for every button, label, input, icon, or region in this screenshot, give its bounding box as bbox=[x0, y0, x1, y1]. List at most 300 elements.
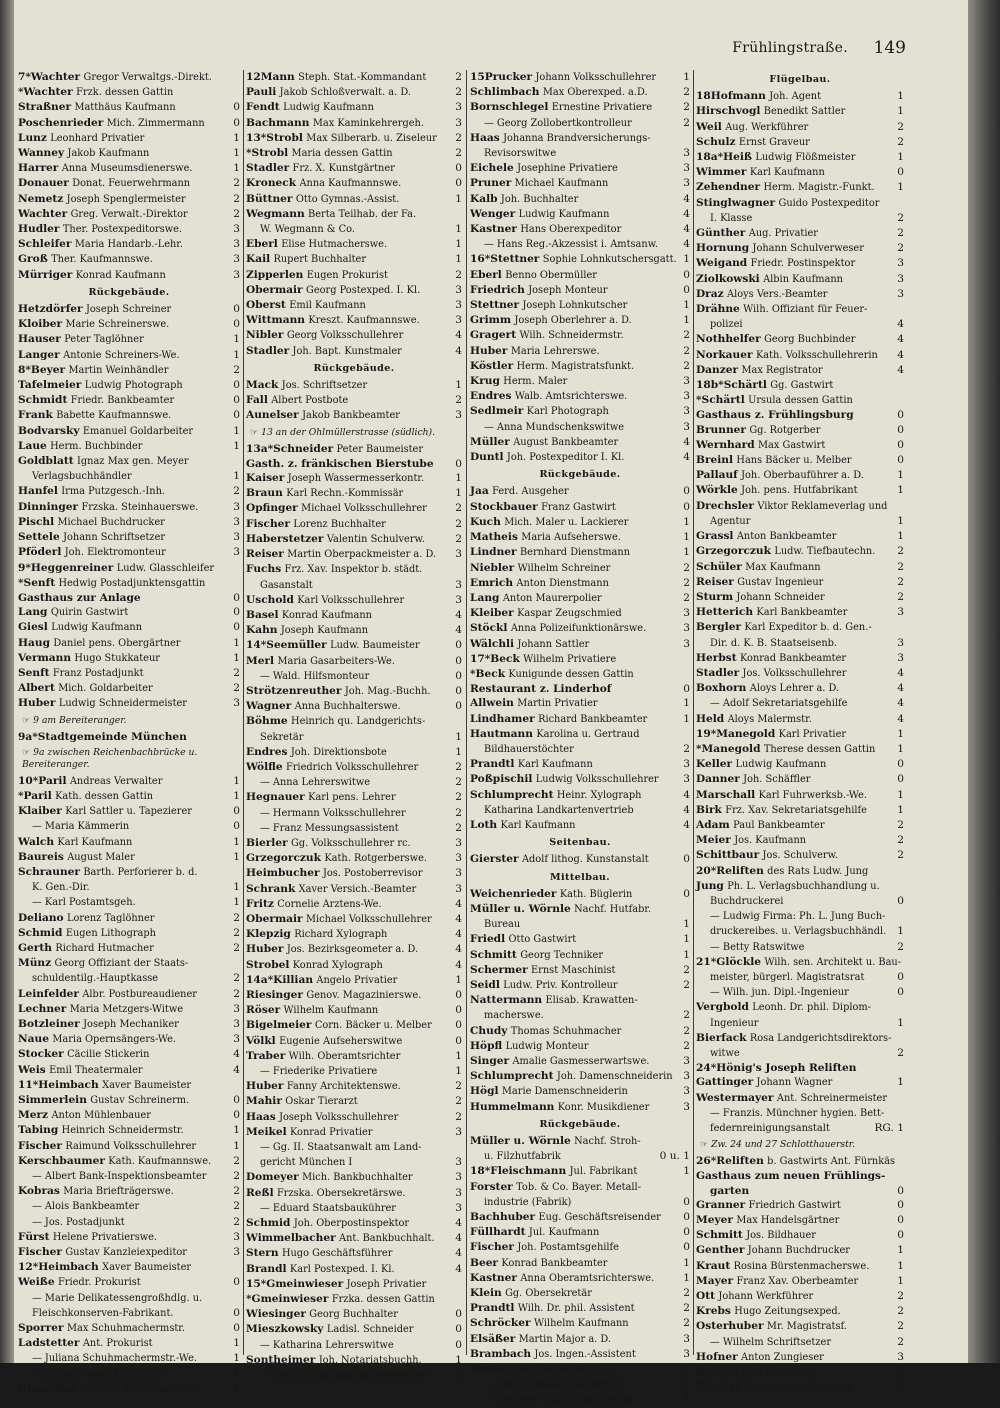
floor-number: 4 bbox=[683, 207, 690, 220]
occupation: u. Filzhutfabrik bbox=[484, 1151, 561, 1163]
occupation: Anna Kaufmannswe. bbox=[299, 178, 402, 190]
floor-number: 1 bbox=[455, 1369, 462, 1382]
surname: Baureis bbox=[18, 850, 64, 863]
occupation: Nachf. Hutfabr. bbox=[574, 903, 652, 915]
floor-number: 3 bbox=[233, 531, 240, 544]
occupation: Cäcilie Stickerin bbox=[67, 1049, 150, 1061]
floor-number: 1 bbox=[897, 803, 904, 816]
occupation: Daniel pens. Obergärtner bbox=[53, 637, 181, 649]
floor-number: 2 bbox=[683, 561, 690, 574]
surname: Grassl bbox=[696, 530, 734, 543]
surname: Wernhard bbox=[696, 438, 755, 451]
resident-entry bbox=[470, 772, 690, 787]
surname: Eichele bbox=[470, 162, 514, 175]
resident-entry bbox=[18, 865, 240, 880]
house-number: 26* bbox=[696, 1155, 717, 1168]
resident-entry bbox=[470, 1286, 690, 1301]
resident-entry bbox=[18, 1123, 240, 1138]
resident-entry bbox=[470, 545, 690, 560]
resident-entry bbox=[470, 222, 690, 237]
surname: Basel bbox=[246, 608, 279, 621]
surname: Günther bbox=[696, 227, 746, 240]
floor-number: 3 bbox=[455, 1201, 462, 1214]
occupation: Jos. Bildhauer bbox=[746, 1230, 816, 1242]
section-heading: Flügelbau. bbox=[769, 74, 831, 85]
occupation: Berta Teilhab. der Fa. bbox=[308, 208, 417, 220]
resident-entry bbox=[470, 1134, 690, 1149]
surname: Langer bbox=[18, 348, 60, 361]
surname: Heimbach bbox=[38, 1261, 99, 1274]
occupation: Georg Buchbinder bbox=[764, 334, 856, 346]
floor-number: 1 bbox=[683, 1165, 690, 1178]
surname: Danzer bbox=[696, 363, 739, 376]
resident-entry bbox=[18, 1063, 240, 1078]
resident-entry bbox=[18, 941, 240, 956]
surname: Gmeinwieser bbox=[266, 1277, 344, 1290]
floor-number: 2 bbox=[683, 1009, 690, 1022]
floor-number: 1 bbox=[455, 238, 462, 251]
resident-entry bbox=[246, 116, 462, 131]
occupation: Ludwig Kaufmann bbox=[51, 622, 143, 634]
floor-number: 1 bbox=[683, 697, 690, 710]
resident-entry bbox=[18, 620, 240, 635]
house-number: 13a* bbox=[246, 442, 274, 455]
surname: Dinninger bbox=[18, 500, 79, 513]
occupation: Herm. Magistratsfunkt. bbox=[516, 360, 635, 372]
occupation: — Franzis. Münchner hygien. Bett- bbox=[710, 1107, 885, 1119]
occupation: Hieronymus Kutscher bbox=[743, 1382, 852, 1394]
surname: Krug bbox=[470, 375, 500, 388]
surname: Hetzdörfer bbox=[18, 303, 83, 316]
floor-number: 3 bbox=[683, 375, 690, 388]
occupation: Sophie Lohnkutschersgatt. bbox=[542, 254, 677, 266]
floor-number: 2 bbox=[683, 359, 690, 372]
occupation: Karl Kaufmann bbox=[57, 836, 133, 848]
surname: Gierster bbox=[470, 853, 519, 866]
resident-entry bbox=[696, 651, 904, 666]
occupation: Anna Oberamtsrichterswe. bbox=[520, 1272, 655, 1284]
floor-number: 2 bbox=[455, 806, 462, 819]
occupation: Babette Kaufmannswe. bbox=[56, 410, 172, 422]
floor-number: 2 bbox=[683, 116, 690, 129]
resident-entry bbox=[246, 973, 462, 988]
floor-number: 1 bbox=[233, 774, 240, 787]
surname: Schlumprecht bbox=[470, 1070, 554, 1083]
occupation: Konrad Bankbeamter bbox=[501, 1257, 608, 1269]
resident-entry bbox=[470, 1240, 690, 1255]
resident-entry bbox=[18, 116, 240, 131]
resident-entry bbox=[246, 100, 462, 115]
floor-number: 1 bbox=[683, 546, 690, 559]
resident-entry bbox=[18, 545, 240, 560]
occupation: Maria Opernsängers-We. bbox=[52, 1034, 177, 1046]
floor-number: 2 bbox=[897, 849, 904, 862]
house-number: 19* bbox=[696, 727, 717, 740]
surname: Stadler bbox=[246, 344, 290, 357]
occupation: Lorenz Taglöhner bbox=[66, 912, 155, 924]
resident-entry bbox=[18, 100, 240, 115]
directory-column-1 bbox=[18, 70, 240, 1395]
resident-entry bbox=[696, 180, 904, 195]
surname: Duntl bbox=[470, 451, 504, 464]
occupation: — Hans Reg.-Akzessist i. Amtsanw. bbox=[484, 239, 659, 251]
occupation: Hugo Zeitungsexped. bbox=[734, 1306, 841, 1318]
resident-entry bbox=[470, 161, 690, 176]
occupation: Franz Postadjunkt bbox=[52, 667, 144, 679]
occupation: Sekretär bbox=[260, 731, 304, 743]
floor-number: 1 bbox=[683, 531, 690, 544]
directory-page bbox=[14, 0, 968, 1406]
surname: Genther bbox=[696, 1244, 745, 1257]
resident-entry bbox=[696, 196, 904, 211]
resident-entry bbox=[696, 970, 904, 985]
floor-number: 2 bbox=[233, 1215, 240, 1228]
house-number: 12 bbox=[246, 71, 261, 83]
resident-entry bbox=[18, 454, 240, 469]
surname: Haug bbox=[18, 636, 50, 649]
occupation: K. Gen.-Dir. bbox=[32, 882, 90, 894]
floor-number: 0 bbox=[455, 1004, 462, 1017]
occupation: Joh. Agent bbox=[769, 91, 822, 103]
floor-number: 2 bbox=[683, 1039, 690, 1052]
surname: Prandtl bbox=[470, 758, 515, 771]
surname: Schröcker bbox=[470, 1317, 531, 1330]
resident-entry bbox=[696, 894, 904, 909]
pointing-hand-icon: ☞ bbox=[250, 426, 262, 438]
resident-entry bbox=[470, 576, 690, 591]
occupation: Bureau bbox=[484, 919, 521, 931]
floor-number: 1 bbox=[455, 223, 462, 236]
surname: Lindhamer bbox=[470, 712, 535, 725]
surname: Huber bbox=[246, 1080, 284, 1093]
floor-number: 0 bbox=[897, 773, 904, 786]
occupation: macherswe. bbox=[484, 1010, 544, 1022]
occupation: Anna Polizeifunktionärswe. bbox=[510, 623, 647, 635]
resident-entry bbox=[18, 1306, 240, 1321]
occupation: Marie Schreinerswe. bbox=[65, 319, 170, 331]
resident-entry bbox=[696, 620, 904, 635]
surname: Weichenrieder bbox=[470, 887, 557, 900]
occupation: Emil Dr. phil. Chemiker bbox=[79, 1383, 197, 1395]
resident-entry bbox=[246, 1125, 462, 1140]
resident-entry bbox=[470, 328, 690, 343]
resident-entry bbox=[18, 1093, 240, 1108]
house-number: 9a* bbox=[18, 730, 38, 743]
resident-entry bbox=[696, 818, 904, 833]
floor-number: 1 bbox=[233, 636, 240, 649]
resident-entry bbox=[18, 804, 240, 819]
occupation: Anton Maurerpolier bbox=[502, 592, 602, 604]
surname: Weiße bbox=[18, 1276, 55, 1289]
occupation: Karl pens. Lehrer bbox=[308, 792, 396, 804]
surname: Emrich bbox=[470, 576, 514, 589]
house-number: 9* bbox=[18, 561, 31, 574]
resident-entry bbox=[246, 378, 462, 393]
occupation: Jos. Schulverw. bbox=[762, 850, 838, 862]
surname: Kobras bbox=[18, 1185, 60, 1198]
surname: Sedlmeir bbox=[470, 405, 524, 418]
occupation: Joh. Bapt. Kunstmaler bbox=[292, 345, 402, 357]
occupation: Emil Theatermaler bbox=[49, 1064, 143, 1076]
surname: Münz bbox=[18, 957, 52, 970]
surname: Stinglwagner bbox=[696, 196, 776, 209]
occupation: Konrad Xylograph bbox=[292, 959, 383, 971]
floor-number: 2 bbox=[897, 242, 904, 255]
resident-entry bbox=[470, 621, 690, 636]
surname: Schleifer bbox=[18, 238, 72, 251]
floor-number: 0 bbox=[233, 805, 240, 818]
surname: Manegold bbox=[701, 742, 761, 755]
occupation: — Betty Ratswitwe bbox=[710, 941, 805, 953]
surname: Simmerlein bbox=[18, 1094, 87, 1106]
floor-number: 0 bbox=[455, 1034, 462, 1047]
resident-entry bbox=[470, 696, 690, 711]
occupation: Gg. Gastwirt bbox=[770, 380, 834, 392]
surname: Krebs bbox=[696, 1305, 731, 1318]
surname: Draz bbox=[696, 287, 724, 300]
occupation: Michael Kaufmann bbox=[514, 178, 609, 190]
occupation: Maria Lehrerswe. bbox=[510, 345, 600, 357]
occupation: Aug. Werkführer bbox=[725, 121, 809, 133]
floor-number: 0 bbox=[897, 970, 904, 983]
surname: Meikel bbox=[246, 1125, 287, 1138]
floor-number: 2 bbox=[455, 791, 462, 804]
surname: Senft bbox=[18, 666, 50, 679]
surname: Hönig's Joseph Reliften bbox=[716, 1062, 857, 1075]
surname: Fendt bbox=[246, 101, 280, 114]
occupation: Kath. Volksschullehrerin bbox=[755, 349, 878, 361]
occupation: Leonh. Dr. phil. Diplom- bbox=[752, 1002, 871, 1014]
resident-entry bbox=[246, 623, 462, 638]
resident-entry bbox=[246, 1292, 462, 1307]
occupation: Quirin Gastwirt bbox=[50, 607, 129, 619]
resident-entry bbox=[18, 1351, 240, 1366]
floor-number: 0 bbox=[683, 853, 690, 866]
occupation: Ernst Graveur bbox=[738, 136, 810, 148]
occupation: Frz. Xav. Sekretariatsgehilfe bbox=[725, 804, 867, 816]
surname: Wimmer bbox=[696, 166, 747, 179]
resident-entry bbox=[470, 818, 690, 833]
resident-entry bbox=[18, 363, 240, 378]
occupation: Friedrich Volksschullehrer bbox=[285, 761, 419, 773]
occupation: Herm. Buchbinder bbox=[50, 440, 143, 452]
surname: Fischer bbox=[18, 1246, 62, 1259]
pointing-hand-icon: ☞ bbox=[700, 1139, 712, 1151]
occupation: Herm. Maler bbox=[503, 376, 568, 388]
resident-entry bbox=[246, 283, 462, 298]
floor-number: 3 bbox=[683, 162, 690, 175]
surname: Wanney bbox=[18, 147, 65, 160]
surname: Mürriger bbox=[18, 268, 73, 281]
column-divider bbox=[466, 70, 467, 1355]
surname: Hornung bbox=[696, 242, 750, 255]
occupation: Ph. L. Verlagsbuchhandlung u. bbox=[727, 880, 880, 892]
floor-number: 0 bbox=[683, 1195, 690, 1208]
occupation: Gustav Ingenieur bbox=[737, 576, 824, 588]
occupation: Ludwig Schneidermeister bbox=[58, 698, 187, 710]
surname: Ziolkowski bbox=[696, 272, 760, 285]
floor-number: 2 bbox=[455, 86, 462, 99]
occupation: Wilhelm Privatiere bbox=[523, 653, 617, 665]
floor-number: 4 bbox=[455, 912, 462, 925]
house-number: 14a* bbox=[246, 973, 274, 986]
resident-entry bbox=[470, 887, 690, 902]
occupation: — Anna Mundschenkswitwe bbox=[484, 421, 625, 433]
resident-entry bbox=[246, 790, 462, 805]
occupation: Konrad Privatier bbox=[289, 1126, 373, 1138]
resident-entry bbox=[18, 439, 240, 454]
resident-entry bbox=[246, 1246, 462, 1261]
occupation: Jos. Schriftsetzer bbox=[281, 380, 368, 392]
occupation: Richard Hutmacher bbox=[55, 942, 154, 954]
resident-entry bbox=[18, 393, 240, 408]
surname: Wenger bbox=[470, 207, 516, 220]
resident-entry bbox=[246, 821, 462, 836]
floor-number: 2 bbox=[897, 590, 904, 603]
resident-entry bbox=[696, 666, 904, 681]
resident-entry bbox=[18, 605, 240, 620]
resident-entry bbox=[470, 712, 690, 727]
occupation: — Adolf Sekretariatsgehilfe bbox=[710, 698, 848, 710]
resident-entry bbox=[470, 116, 690, 131]
floor-number: 3 bbox=[233, 1002, 240, 1015]
surname: Bergler bbox=[696, 621, 742, 634]
resident-entry bbox=[696, 833, 904, 848]
resident-entry bbox=[18, 1321, 240, 1336]
floor-number: 4 bbox=[683, 818, 690, 831]
floor-number: 2 bbox=[455, 1080, 462, 1093]
occupation: Xaver Versich.-Beamter bbox=[298, 883, 417, 895]
resident-entry bbox=[470, 993, 690, 1008]
occupation: Mich. Goldarbeiter bbox=[58, 683, 153, 695]
surname: Pauli bbox=[246, 86, 277, 99]
occupation: — Therese Volksschullehrerin bbox=[484, 1394, 633, 1406]
occupation: Konrad Bankbeamter bbox=[739, 652, 847, 664]
surname: Müller u. Wörnle bbox=[470, 902, 571, 915]
occupation: Valentin Schulverw. bbox=[326, 533, 425, 545]
floor-number: 0 bbox=[455, 1019, 462, 1032]
surname: Goldblatt bbox=[18, 455, 74, 468]
resident-entry bbox=[696, 302, 904, 317]
floor-number: 0 u. 1 bbox=[659, 1150, 690, 1163]
surname: Kroneck bbox=[246, 177, 297, 190]
floor-number: 3 bbox=[233, 515, 240, 528]
occupation: Aug. Privatier bbox=[748, 228, 818, 240]
surname: Fürst bbox=[18, 1230, 50, 1243]
surname: Niebler bbox=[470, 561, 515, 574]
occupation: Aloys Malermstr. bbox=[727, 713, 812, 725]
resident-entry bbox=[18, 252, 240, 267]
surname: Eberl bbox=[246, 238, 278, 251]
occupation: Ferd. Ausgeher bbox=[492, 486, 569, 498]
resident-entry bbox=[470, 283, 690, 298]
occupation: Joseph Mechaniker bbox=[83, 1018, 179, 1030]
occupation: Johann Schriftsetzer bbox=[63, 532, 166, 544]
floor-number: 0 bbox=[233, 1322, 240, 1335]
resident-entry bbox=[246, 176, 462, 191]
resident-entry bbox=[470, 313, 690, 328]
occupation: Johann Schulverweser bbox=[752, 243, 864, 255]
surname: Sturm bbox=[696, 590, 734, 603]
resident-entry bbox=[470, 404, 690, 419]
surname: Beck bbox=[475, 667, 506, 680]
house-number: 11* bbox=[18, 1078, 39, 1091]
floor-number: 3 bbox=[683, 1347, 690, 1360]
floor-number: 4 bbox=[233, 1048, 240, 1061]
floor-number: 4 bbox=[455, 1217, 462, 1230]
surname: Haas bbox=[470, 131, 500, 144]
floor-number: 4 bbox=[897, 348, 904, 361]
resident-entry bbox=[246, 745, 462, 760]
resident-entry bbox=[246, 836, 462, 851]
surname: Walch bbox=[18, 835, 55, 848]
house-number: 18 bbox=[696, 90, 711, 103]
surname: Mann bbox=[260, 71, 295, 83]
floor-number: 2 bbox=[233, 911, 240, 924]
surname: Merz bbox=[18, 1109, 49, 1122]
floor-number: 1 bbox=[897, 788, 904, 801]
floor-number: 3 bbox=[897, 272, 904, 285]
resident-entry bbox=[18, 1108, 240, 1123]
occupation: Max Oberexped. a.D. bbox=[542, 87, 648, 99]
occupation: Franz Gastwirt bbox=[541, 501, 616, 513]
occupation: Genov. Magazinierswe. bbox=[306, 989, 422, 1001]
floor-number: 3 bbox=[455, 548, 462, 561]
resident-entry bbox=[470, 420, 690, 435]
note-text: 9 am Bereiteranger. bbox=[33, 714, 127, 726]
floor-number: 0 bbox=[683, 887, 690, 900]
house-number: * bbox=[18, 576, 24, 589]
floor-number: 3 bbox=[233, 253, 240, 266]
resident-entry bbox=[470, 652, 690, 667]
surname: Kalb bbox=[470, 192, 498, 205]
surname: Haberstetzer bbox=[246, 532, 324, 545]
occupation: Jakob Bankbeamter bbox=[302, 410, 400, 422]
resident-entry bbox=[246, 730, 462, 745]
resident-entry bbox=[470, 1008, 690, 1023]
floor-number: 3 bbox=[683, 177, 690, 190]
floor-number: 0 bbox=[897, 894, 904, 907]
surname: Pallauf bbox=[696, 469, 738, 482]
floor-number: 2 bbox=[233, 987, 240, 1000]
surname: Vergbold bbox=[696, 1001, 749, 1014]
surname: Wegmann bbox=[246, 207, 305, 220]
resident-entry bbox=[470, 484, 690, 499]
surname: Schmid bbox=[18, 926, 63, 939]
floor-number: 0 bbox=[897, 1198, 904, 1211]
resident-entry bbox=[470, 902, 690, 917]
surname: Keller bbox=[696, 758, 733, 771]
occupation: Joh. Postexpeditor I. Kl. bbox=[506, 452, 625, 464]
note-text: 13 an der Ohlmüllerstrasse (südlich). bbox=[261, 426, 436, 438]
floor-number: 0 bbox=[897, 438, 904, 451]
resident-entry bbox=[696, 879, 904, 894]
resident-entry bbox=[246, 532, 462, 547]
floor-number: 3 bbox=[455, 314, 462, 327]
occupation: meister, bürgerl. Magistratsrat bbox=[710, 971, 865, 983]
occupation: Gasanstalt bbox=[260, 579, 313, 591]
occupation: industrie (Fabrik) bbox=[484, 1196, 572, 1208]
floor-number: 4 bbox=[897, 712, 904, 725]
surname: Pischl bbox=[18, 515, 55, 528]
occupation: Irma Putzgesch.-Inh. bbox=[61, 486, 166, 498]
floor-number: 0 bbox=[233, 394, 240, 407]
resident-entry bbox=[696, 1243, 904, 1258]
resident-entry bbox=[246, 1034, 462, 1049]
surname: Albert bbox=[18, 682, 55, 695]
floor-number: 3 bbox=[233, 546, 240, 559]
resident-entry bbox=[470, 727, 690, 742]
